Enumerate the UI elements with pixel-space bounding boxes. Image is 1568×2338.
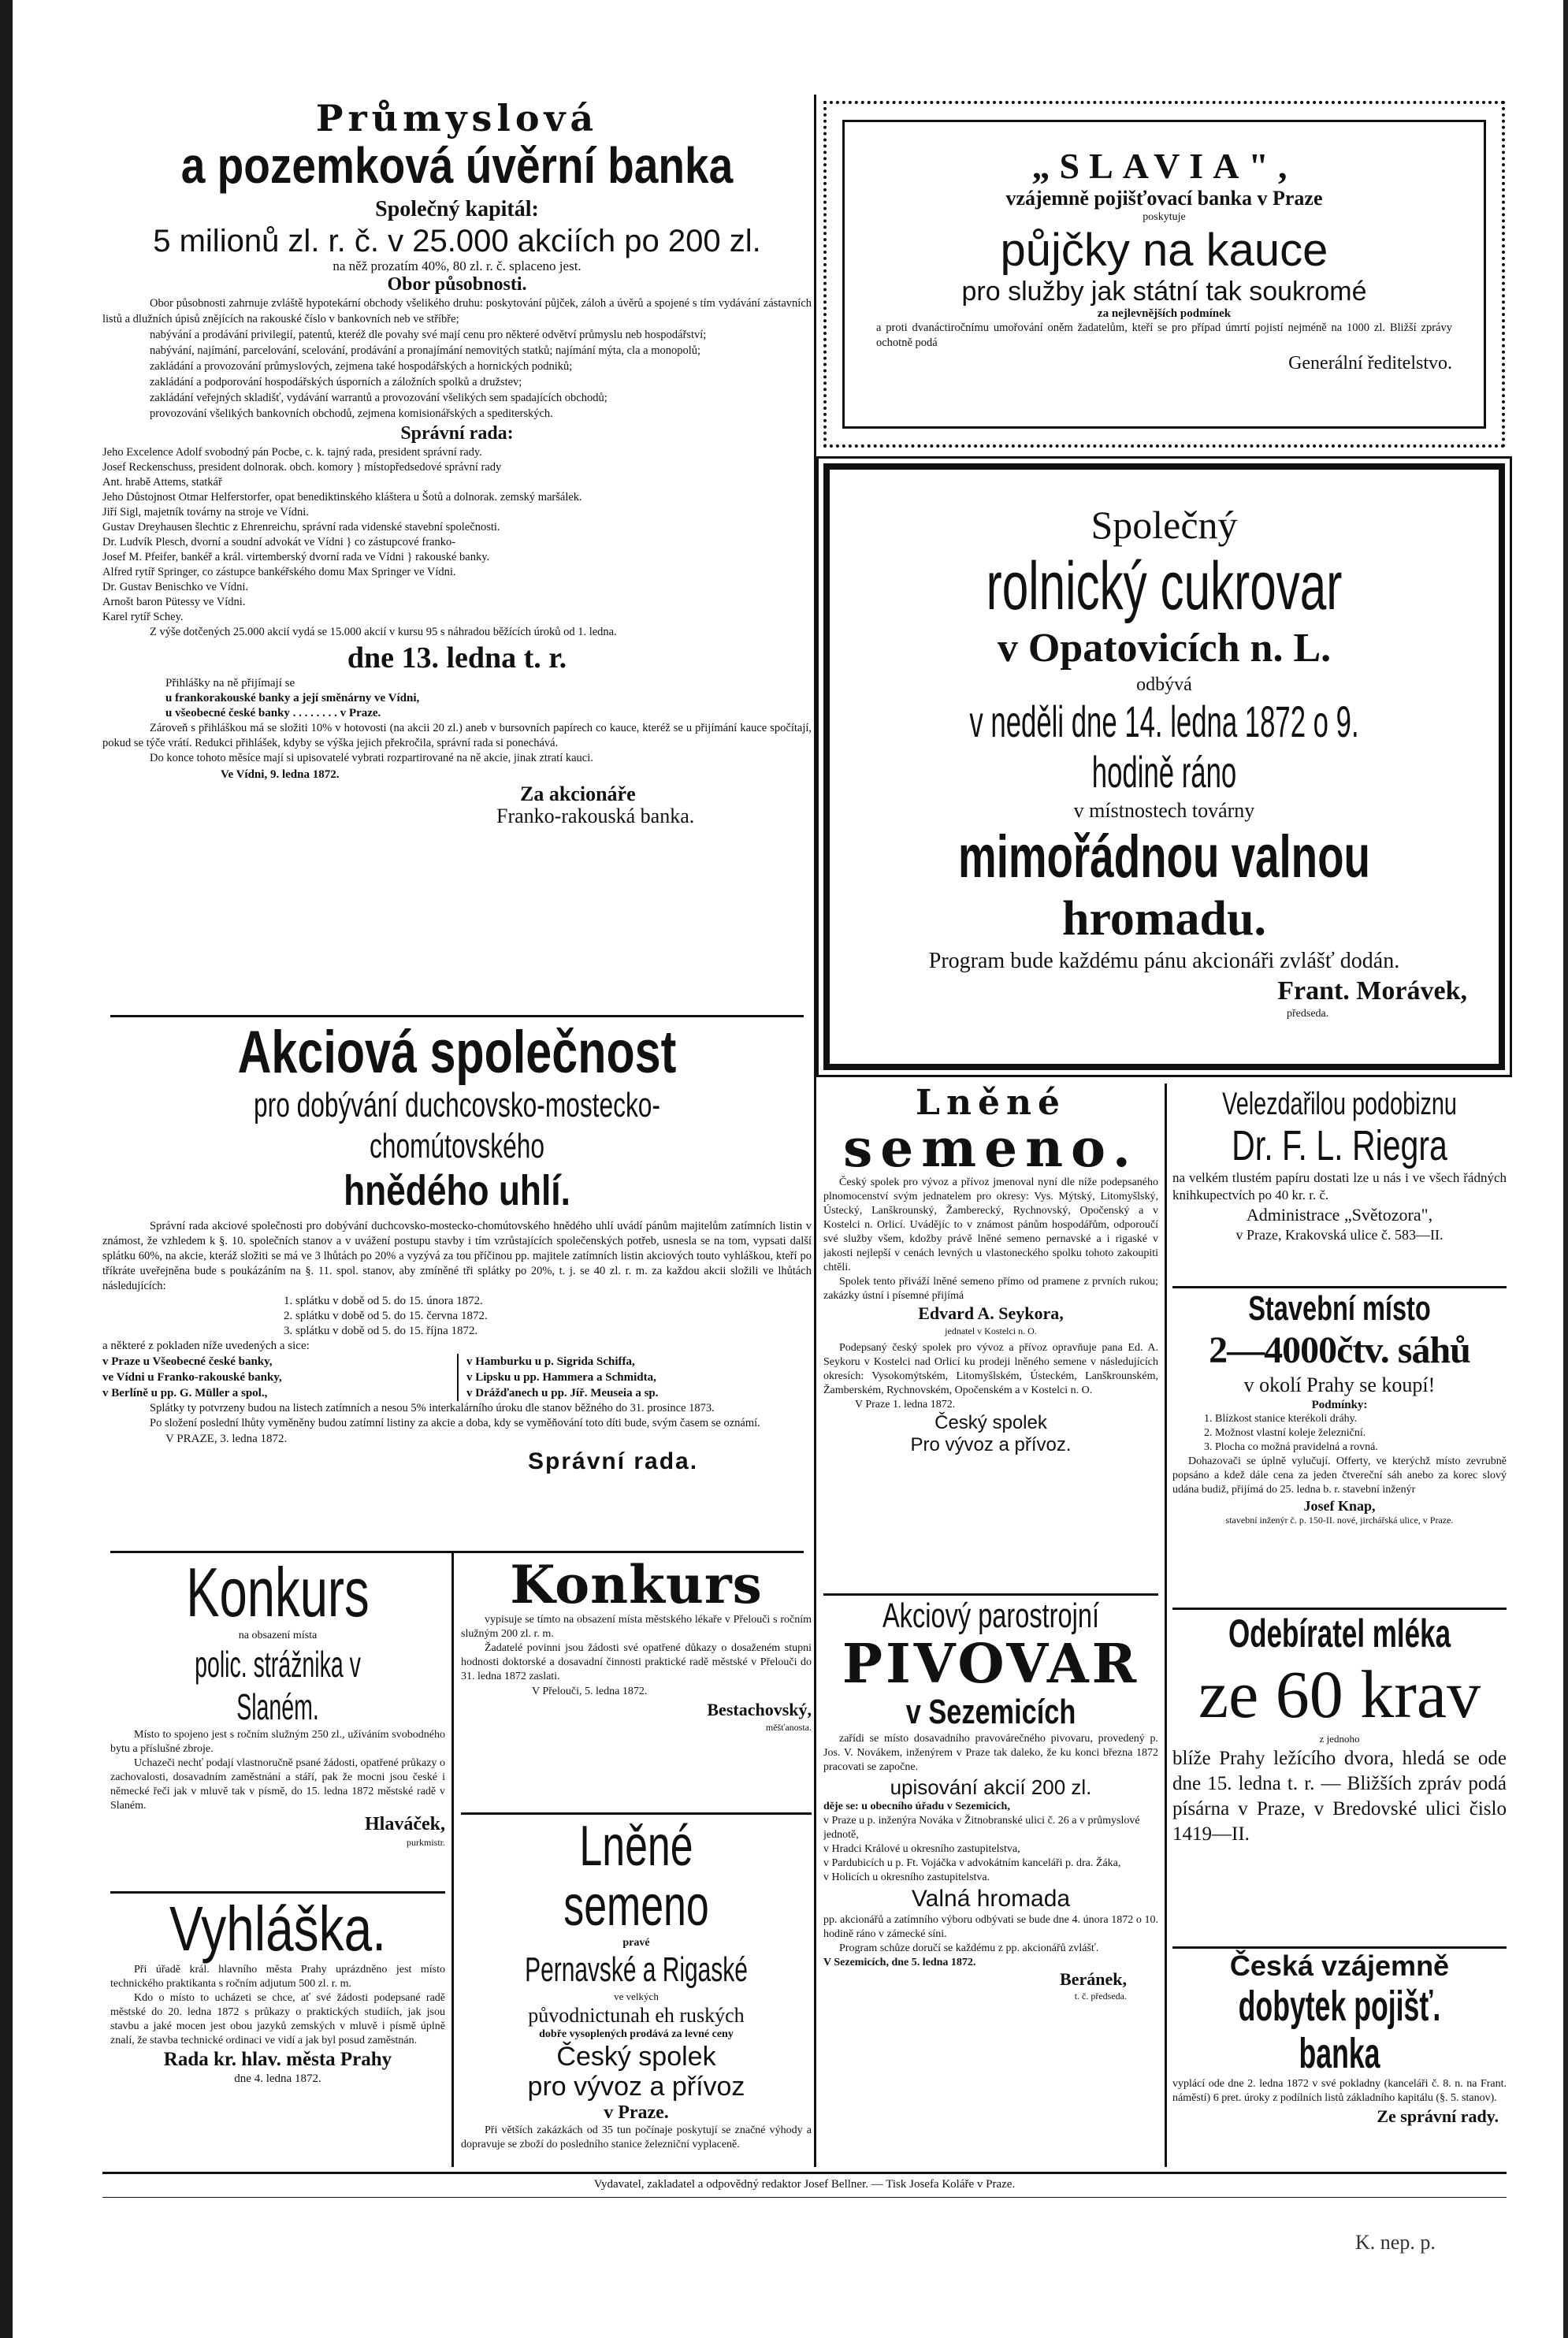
site-conditions: Podmínky:: [1311, 1399, 1368, 1411]
linseed2-sale: dobře vysoplených prodává za levné ceny: [539, 2028, 734, 2040]
slavia-frame: [842, 120, 1486, 429]
livestock-head: Česká vzájemně: [1229, 1950, 1450, 1982]
slavia-services: pro služby jak státní tak soukromé: [961, 277, 1367, 307]
konkurs-prelouc-signature: Bestachovský,: [707, 1700, 812, 1719]
brewery-places: [823, 1814, 1158, 1885]
brewery-signature: Beránek,: [1060, 1969, 1127, 1989]
bank-capital: 5 milionů zl. r. č. v 25.000 akciích po 200 zl.: [153, 224, 761, 258]
library-stamp: K. nep. p.: [1355, 2231, 1436, 2254]
site-condition: 3. Plocha co možná pravidelná a rovná.: [1204, 1441, 1378, 1453]
coal-place: v Berlíně u pp. G. Müller a spol.,: [102, 1387, 268, 1399]
site-body: Dohazovači se úplně vylučují. Offerty, ve kterýchž místo zevrubně popsáno a kdež dále cena za jeden čtvereční sáh anebo za korec slový udána budiž, přijímá do 25. ledna b. r. stavební inženýr: [1172, 1455, 1507, 1496]
bank-scope-list: [102, 296, 812, 422]
sugar-venue: v místnostech továrny: [1073, 799, 1255, 822]
coal-body-2: Splátky ty potvrzeny budou na listech zatímních a nesou 5% interkalárního úroku dle stanov běžného do 31. prosince 1873.: [150, 1402, 715, 1414]
bank-scope-item: zakládání veřejných skladišť, vydávání warrantů a provozování všelikých sem spadajících obchodů;: [150, 392, 608, 404]
bank-scope-item: nabývání a prodávání privilegií, patentů, kteréž dle povahy své mají cenu pro některé odvětví průmyslu neb hospodářství;: [150, 329, 707, 341]
slavia-ad: [823, 101, 1505, 448]
site-condition: 2. Možnost vlastní koleje železniční.: [1204, 1427, 1366, 1439]
portrait-admin: Administrace „Světozora",: [1246, 1205, 1433, 1225]
bank-signature-name: Franko-rakouská banka.: [496, 805, 695, 827]
column-divider: [451, 1552, 454, 2167]
slavia-loans: půjčky na kauce: [1000, 225, 1328, 276]
coal-installment: 3. splátku v době od 5. do 15. října 1872.: [284, 1325, 478, 1337]
coal-subtitle-2: hnědého uhlí.: [344, 1167, 570, 1214]
bank-board-member: Jiří Sigl, majetník továrny na stroje ve Vídni.: [102, 506, 309, 519]
brewery-meeting: Valná hromada: [911, 1886, 1071, 1912]
divider: [110, 1551, 804, 1553]
coal-place: v Drážďanech u pp. Jíř. Meuseia a sp.: [466, 1387, 659, 1399]
linseed1-title: Lněné: [916, 1086, 1066, 1123]
brewery-program: Program schůze doručí se každému z pp. akcionářů zvlášť.: [839, 1942, 1099, 1954]
bank-board-list: [102, 445, 812, 625]
site-area: v okolí Prahy se koupí!: [1243, 1373, 1436, 1396]
bank-scope-item: provozování všelikých bankovních obchodů, zejmena komisionářských a spediterských.: [150, 407, 553, 420]
livestock-bank-ad: [1172, 1950, 1507, 2170]
konkurs-slany-signature: Hlaváček,: [365, 1814, 445, 1834]
bank-scope-item: nabývání, najímání, parcelování, scelování, prodávání a pronajímání nemovitých statků; najímání mýta, cla a monopolů;: [150, 344, 701, 357]
coal-place: ve Vídni u Franko-rakouské banky,: [102, 1371, 282, 1384]
sugar-program: Program bude každému pánu akcionáři zvlášť dodán.: [928, 949, 1400, 973]
brewery-place: v Hradci Králové u okresního zastupitelstva,: [823, 1843, 1020, 1855]
portrait-head: Velezdařilou podobiznu: [1222, 1087, 1457, 1121]
site-head: Stavební místo: [1248, 1289, 1431, 1328]
bank-subscription-line: Přihlášky na ně přijímají se: [165, 677, 295, 690]
konkurs-slany-title: Konkurs: [186, 1556, 370, 1631]
bank-board-member: Josef M. Pfeifer, bankéř a král. virtemberský dvorní rada ve Vídni } rakouské banky.: [102, 551, 490, 563]
coal-places-intro: a některé z pokladen níže uvedených a sice:: [102, 1340, 310, 1352]
bank-ad: [102, 99, 812, 1013]
coal-place: v Hamburku u p. Sigrida Schiffa,: [466, 1355, 635, 1368]
sugar-factory-ad: [823, 463, 1505, 1070]
brewery-role: t. č. předseda.: [1074, 1990, 1127, 2002]
konkurs-prelouc-body: vypisuje se tímto na obsazení místa městského lékaře v Přelouči s ročním služným 200 zl. r. m.: [461, 1614, 812, 1640]
bank-place-date: Ve Vídni, 9. ledna 1872.: [221, 768, 340, 781]
linseed2-title: Lněné semeno: [563, 1816, 709, 1938]
linseed1-agent: Edvard A. Seykora,: [918, 1303, 1064, 1323]
site-condition: 1. Blízkost stanice kterékoli dráhy.: [1204, 1413, 1358, 1425]
slavia-signature: Generální ředitelstvo.: [1288, 353, 1452, 374]
building-site-ad: [1172, 1289, 1507, 1604]
linseed1-society-2: Pro vývoz a přívoz.: [910, 1434, 1072, 1455]
bank-scope-label: Obor působnosti.: [387, 274, 527, 295]
site-address: stavební inženýr č. p. 150-II. nové, jirchářská ulice, v Praze.: [1225, 1515, 1454, 1526]
column-divider: [1165, 1084, 1167, 2167]
milk-head: Odebíratel mléka: [1228, 1611, 1451, 1656]
linseed2-society: Český spolek: [556, 2042, 716, 2072]
slavia-conditions: za nejlevnějších podmínek: [1097, 307, 1232, 320]
linseed1-intro: Český spolek pro vývoz a přívoz jmenoval nyní dle níže podepsaného plnomocenství svým jednatelem pro okresy: Vys. Mýtský, Litomyšlský, Ústecký, Lanškrounský, Žamberecký, Rychnovský, Opočenský a v Kostelci n. Orlicí. Uvádějíc to v známost pánům hospodářům, odporoučí své služby všem, kdožby právě lněné semeno pernavské a i rigaské v jakosti nejlepší v cenách levných u vlastoneckého spolku tohoto zakoupiti chtěli.: [823, 1176, 1158, 1273]
bank-issue-text: Z výše dotčených 25.000 akcií vydá se 15.000 akcií v kursu 95 s náhradou běžících úroků od 1. ledna.: [150, 626, 617, 638]
divider: [110, 1891, 445, 1894]
linseed2-kind: Pernavské a Rigaské: [525, 1950, 748, 1989]
portrait-ad: [1172, 1086, 1507, 1283]
coal-place: v Praze u Všeobecné české banky,: [102, 1355, 273, 1368]
linseed2-city: v Praze.: [604, 2102, 669, 2123]
bank-board-member: Jeho Excelence Adolf svobodný pán Pocbe, c. k. tajný rada, president správní rady.: [102, 446, 482, 459]
konkurs-slany-position: polic. strážnika v Slaném.: [195, 1644, 361, 1727]
bank-title-1: Průmyslová: [315, 99, 599, 139]
coal-place: v Lipsku u pp. Hammera a Schmidta,: [466, 1371, 656, 1384]
bank-board-member: Dr. Gustav Benischko ve Vídni.: [102, 581, 248, 593]
divider: [461, 1812, 812, 1815]
linseed-ad-2: [461, 1816, 812, 2167]
coal-installment: 2. splátku v době od 5. do 15. června 1872.: [284, 1310, 488, 1322]
vyhlaska-date: dne 4. ledna 1872.: [234, 2072, 321, 2085]
linseed2-body: Při větších zakázkách od 35 tun počínaje poskytují se značné výhody a dopravuje se zboží do posledního stanice železniční vyplaceně.: [461, 2124, 812, 2150]
divider: [1172, 1946, 1507, 1949]
bank-board-label: Správní rada:: [400, 423, 514, 444]
bank-scope-item: zakládání a podporování hospodářských úsporních a záložních spolků a družstev;: [150, 376, 522, 388]
bank-subscription-line: u všeobecné české banky . . . . . . . . v Praze.: [165, 707, 381, 719]
linseed2-origin: původnictunah eh ruských: [528, 2004, 745, 2027]
brewery-subscription: upisování akcií 200 zl.: [890, 1775, 1092, 1799]
brewery-place: v Pardubicích u p. Ft. Vojáčka v advokátním kanceláři p. dra. Žáka,: [823, 1857, 1121, 1869]
konkurs-prelouc-ad: [461, 1556, 812, 1808]
bank-board-member: Alfred rytíř Springer, co zástupce bankéřského domu Max Springer ve Vídni.: [102, 566, 456, 578]
coal-date: V PRAZE, 3. ledna 1872.: [165, 1433, 288, 1445]
sugar-meeting: hromadu.: [1062, 892, 1266, 946]
brewery-title-1: Akciový parostrojní: [882, 1596, 1100, 1635]
coal-subtitle: pro dobývání duchcovsko-mostecko-chomútovského: [254, 1086, 660, 1165]
brewery-body: zařídi se místo dosavadního pravovárečného pivovaru, provedený p. Jos. V. Novákem, inženýrem v Praze tak daleko, že ku konci března 1872 pracovati se započne.: [823, 1733, 1158, 1773]
bank-title-2: a pozemková úvěrní banka: [180, 137, 734, 194]
site-size: 2—4000čtv. sáhů: [1209, 1329, 1470, 1371]
linseed-ad-1: [823, 1086, 1158, 1590]
konkurs-slany-sub: na obsazení místa: [238, 1630, 318, 1641]
vyhlaska-ad: [110, 1895, 445, 2167]
sugar-line-1: Společný: [1091, 503, 1238, 547]
bank-board-member: Karel rytíř Schey.: [102, 611, 184, 623]
coal-company-ad: [102, 1020, 812, 1548]
linseed1-society: Český spolek: [934, 1412, 1047, 1433]
vyhlaska-body: Při úřadě král. hlavního města Prahy uprázdněno jest místo technického praktikanta s ročním adjutum 500 zl. r. m.: [110, 1964, 445, 1990]
sugar-date: v neděli dne 14. ledna 1872 o 9. hodině ráno: [969, 697, 1359, 797]
brewery-meeting-body: pp. akcionářů a zatímního výboru odbývati se bude dne 4. února 1872 o 10. hodině ráno v zámecké síni.: [823, 1914, 1158, 1940]
linseed1-agent-role: jednatel v Kostelci n. O.: [945, 1325, 1037, 1336]
divider: [110, 1015, 804, 1017]
vyhlaska-body-2: Kdo o místo to ucházeti se chce, ať své žádosti podepsané radě městské do 20. ledna 1872 s průkazy o praktických studiích, jak jsou stavbu a jaké mocen jest obou jazyků zemských v mluvě i písmě úplně znalí, že stavba technické ordinaci ve vidí a jak byl posud zaměstnán.: [110, 1992, 445, 2046]
bank-subscription: [102, 676, 812, 721]
konkurs-slany-role: purkmistr.: [406, 1837, 445, 1848]
brewery-date: V Sezemicích, dne 5. ledna 1872.: [823, 1957, 976, 1968]
slavia-body: a proti dvanáctiročnímu umořování oněm žadatelům, kteří se pro případ úmrtí pojistí nejméně na 1000 zl. Bližší zprávy ochotně podá: [876, 322, 1452, 349]
milk-from: z jednoho: [1319, 1733, 1360, 1745]
coal-places: [102, 1354, 812, 1401]
linseed1-title-2: semeno.: [843, 1117, 1139, 1179]
bank-issue-date: dne 13. ledna t. r.: [347, 641, 567, 675]
bank-deadline-text: Do konce tohoto měsíce mají si upisovatelé vybrati rozpartirované na ně akcie, jinak ztratí kauci.: [150, 752, 593, 764]
scan-edge-right: [1563, 0, 1568, 2338]
coal-signature: Správní rada.: [528, 1448, 699, 1474]
livestock-signature: Ze správní rady.: [1377, 2106, 1499, 2126]
portrait-body: na velkém tlustém papíru dostati lze u nás i ve všech řádných knihkupectvích po 40 kr. r. č.: [1172, 1170, 1507, 1202]
site-conditions-list: [1172, 1412, 1507, 1455]
livestock-head-2: dobytek pojišť. banka: [1238, 1983, 1441, 2077]
konkurs-prelouc-role: měšťanosta.: [765, 1722, 812, 1733]
brewery-place: v Holicích u okresního zastupitelstva.: [823, 1872, 990, 1883]
divider: [1172, 1286, 1507, 1288]
bank-board-member: Arnošt baron Pütessy ve Vídni.: [102, 596, 246, 608]
linseed2-society-2: pro vývoz a přívoz: [527, 2072, 745, 2102]
vyhlaska-title: Vyhláška.: [169, 1895, 387, 1964]
coal-places-right: [459, 1354, 659, 1401]
linseed1-body-2: Spolek tento přiváží lněné semeno přímo od pramene z prvních rukou; zakázky ústní i písemné přijímá: [823, 1276, 1158, 1302]
konkurs-prelouc-title: Konkurs: [510, 1556, 763, 1615]
footer-rule: [102, 2197, 1507, 2198]
sugar-role: předseda.: [1287, 1008, 1329, 1020]
sugar-holds: odbývá: [1136, 675, 1192, 695]
scan-edge-left: [0, 0, 13, 2338]
bank-scope-item: Obor působnosti zahrnuje zvláště hypotekární obchody všelikého druhu: poskytování půjček, záloh a úvěrů a spojené s tím vydávání zástavních listů a dlužních úpisů znějících na rakouské číslo v bankovních neb ve stříbře;: [102, 297, 812, 325]
bank-board-member: Dr. Ludvík Plesch, dvorní a soudní advokát ve Vídni } co zástupcové franko-: [102, 536, 456, 548]
bank-paid: na něž prozatím 40%, 80 zl. r. č. splaceno jest.: [333, 258, 581, 273]
konkurs-prelouc-date: V Přelouči, 5. ledna 1872.: [532, 1686, 648, 1697]
sugar-line-3: v Opatovicích n. L.: [997, 626, 1332, 671]
imprint: Vydavatel, zakladatel a odpovědný redaktor Josef Bellner. — Tisk Josefa Koláře v Praze.: [593, 2178, 1016, 2191]
linseed1-body-3: Podepsaný český spolek pro vývoz a přívoz opravňuje pana Ed. A. Seykoru v Kostelci nad Orlicí ku prodeji lněného semene v následujících okresích: Vysokomýtském, Litomyšlském, Ústeckém, Lanškrounském, Žamberském, Rychnovském, Opočenském a v Kostelci n. O.: [823, 1342, 1158, 1396]
bank-scope-item: zakládání a provozování průmyslových, zejmena také hospodářských a hornických podniků;: [150, 360, 573, 373]
coal-title: Akciová společnost: [237, 1020, 677, 1086]
konkurs-slany-body-2: Uchazeči nechť podají vlastnoručně psané žádosti, opatřené průkazy o zachovalosti, dosavadním zaměstnání a stáří, pak že mocni jsou české i německé řeči jak v mluvě tak v písmě, do 15. ledna 1872 městské radě v Slaném.: [110, 1757, 445, 1812]
portrait-address: v Praze, Krakovská ulice č. 583—II.: [1235, 1227, 1444, 1243]
konkurs-prelouc-body-2: Žadatelé povinni jsou žádosti své opatřené důkazy o dosaženém stupni hodnosti doktorské a dosavadní činnosti praktické radě městské v Přelouči do 31. ledna 1872 zaslati.: [461, 1642, 812, 1682]
linseed2-true: pravé: [622, 1937, 650, 1949]
konkurs-slany-ad: [110, 1556, 445, 1887]
footer-rule: [102, 2172, 1507, 2174]
brewery-where: děje se: u obecního úřadu v Sezemicích,: [823, 1801, 1010, 1812]
milk-body: blíže Prahy ležícího dvora, hledá se ode dne 15. ledna t. r. — Bližších zpráv podá písárna v Praze, v Bredovské ulici čislo 1419—II.: [1172, 1748, 1507, 1845]
divider: [823, 1593, 1158, 1596]
divider: [1172, 1608, 1507, 1610]
konkurs-slany-body: Místo to spojeno jest s ročním služným 250 zl., užíváním svobodného bytu a příslušné zbroje.: [110, 1729, 445, 1755]
livestock-body: vyplácí ode dne 2. ledna 1872 v své pokladny (kanceláři č. 8. n. na Frant. náměstí) 6 pret. úroky z podílních listů základního kapitálu (§. 5. stanov).: [1172, 2078, 1507, 2104]
slavia-sub: vzájemně pojišťovací banka v Praze: [1005, 187, 1323, 210]
brewery-place: v Praze u p. inženýra Nováka v Žitnobranské ulici č. 26 a v průmyslové jednotě,: [823, 1815, 1140, 1841]
brewery-ad: [823, 1596, 1158, 2168]
sugar-line-2: rolnický cukrovar: [986, 548, 1343, 624]
slavia-title: „SLAVIA",: [1031, 146, 1297, 186]
milk-herd: ze 60 krav: [1198, 1656, 1481, 1732]
coal-installment: 1. splátku v době od 5. do 15. února 1872.: [284, 1295, 483, 1307]
coal-places-left: [102, 1354, 459, 1401]
bank-deposit-text: Zároveň s přihláškou má se složiti 10% v hotovosti (na akcii 20 zl.) aneb v bursovních papírech co kauce, kteréž se u přijímání kauce spočítají, pokud se týče vrátí. Redukci přihlášek, kdyby se výška jejich překročila, správní rada si ponechává.: [102, 722, 812, 749]
bank-board-member: Josef Reckenschuss, president dolnorak. obch. komory } místopředsedové správní rady: [102, 461, 502, 474]
portrait-name: Dr. F. L. Riegra: [1232, 1122, 1447, 1169]
bank-signature-label: Za akcionáře: [520, 782, 636, 805]
column-divider: [814, 95, 816, 2167]
linseed1-date: V Praze 1. ledna 1872.: [855, 1399, 956, 1411]
bank-board-member: Gustav Dreyhausen šlechtic z Ehrenreichu, správní rada videnské stavební společnosti.: [102, 521, 500, 533]
sugar-signature: Frant. Morávek,: [1277, 976, 1467, 1005]
coal-body-3: Po složení poslední lhůty vyměněny budou zatímní listiny za akcie a doba, kdy se vyměňování toto díti bude, svým časem se oznámí.: [150, 1417, 760, 1429]
vyhlaska-signature: Rada kr. hlav. města Prahy: [163, 2049, 392, 2070]
coal-body: Správní rada akciové společnosti pro dobývání duchcovsko-mostecko-chomútovského hnědého uhlí uvádí pánům majitelům zatímních listin v známost, že vzhledem k §. 10. společních stanov a v uvážení postupu stavby i tím vzrůstajících společenských potřeb, usnesla se na tom, vypsati další splátku 60%, na akcie, kteráž složiti se má ve 3 lhůtách po 20% a vyzývá za tou příčinou pp. majitele zatímních listin akciových touto vyhláškou, kteří po tříkráte uveřejněna bude s poukázáním na §. 11. spol. stanov, aby zmíněné tři splátky po 20%, t. j. se 40 zl. r. m. za každou akcii složili ve lhůtách následujících:: [102, 1220, 812, 1292]
bank-board-member: Jeho Důstojnost Otmar Helferstorfer, opat benediktinského kláštera u Šotů a dolnorak. zemský maršálek.: [102, 491, 582, 504]
bank-board-member: Ant. hrabě Attems, statkář: [102, 476, 222, 489]
brewery-title-3: v Sezemicích: [905, 1693, 1076, 1731]
sugar-extraordinary: mimořádnou valnou: [958, 823, 1370, 890]
bank-subscription-line: u frankorakouské banky a její směnárny ve Vídni,: [165, 692, 420, 704]
linseed2-in: ve velkých: [614, 1990, 659, 2002]
coal-installments: [102, 1294, 812, 1339]
site-signature: Josef Knap,: [1303, 1498, 1376, 1514]
brewery-title-2: PIVOVAR: [842, 1633, 1140, 1696]
slavia-provides: poskytuje: [1143, 211, 1186, 223]
bank-capital-label: Společný kapitál:: [375, 197, 539, 221]
milk-ad: [1172, 1611, 1507, 1942]
